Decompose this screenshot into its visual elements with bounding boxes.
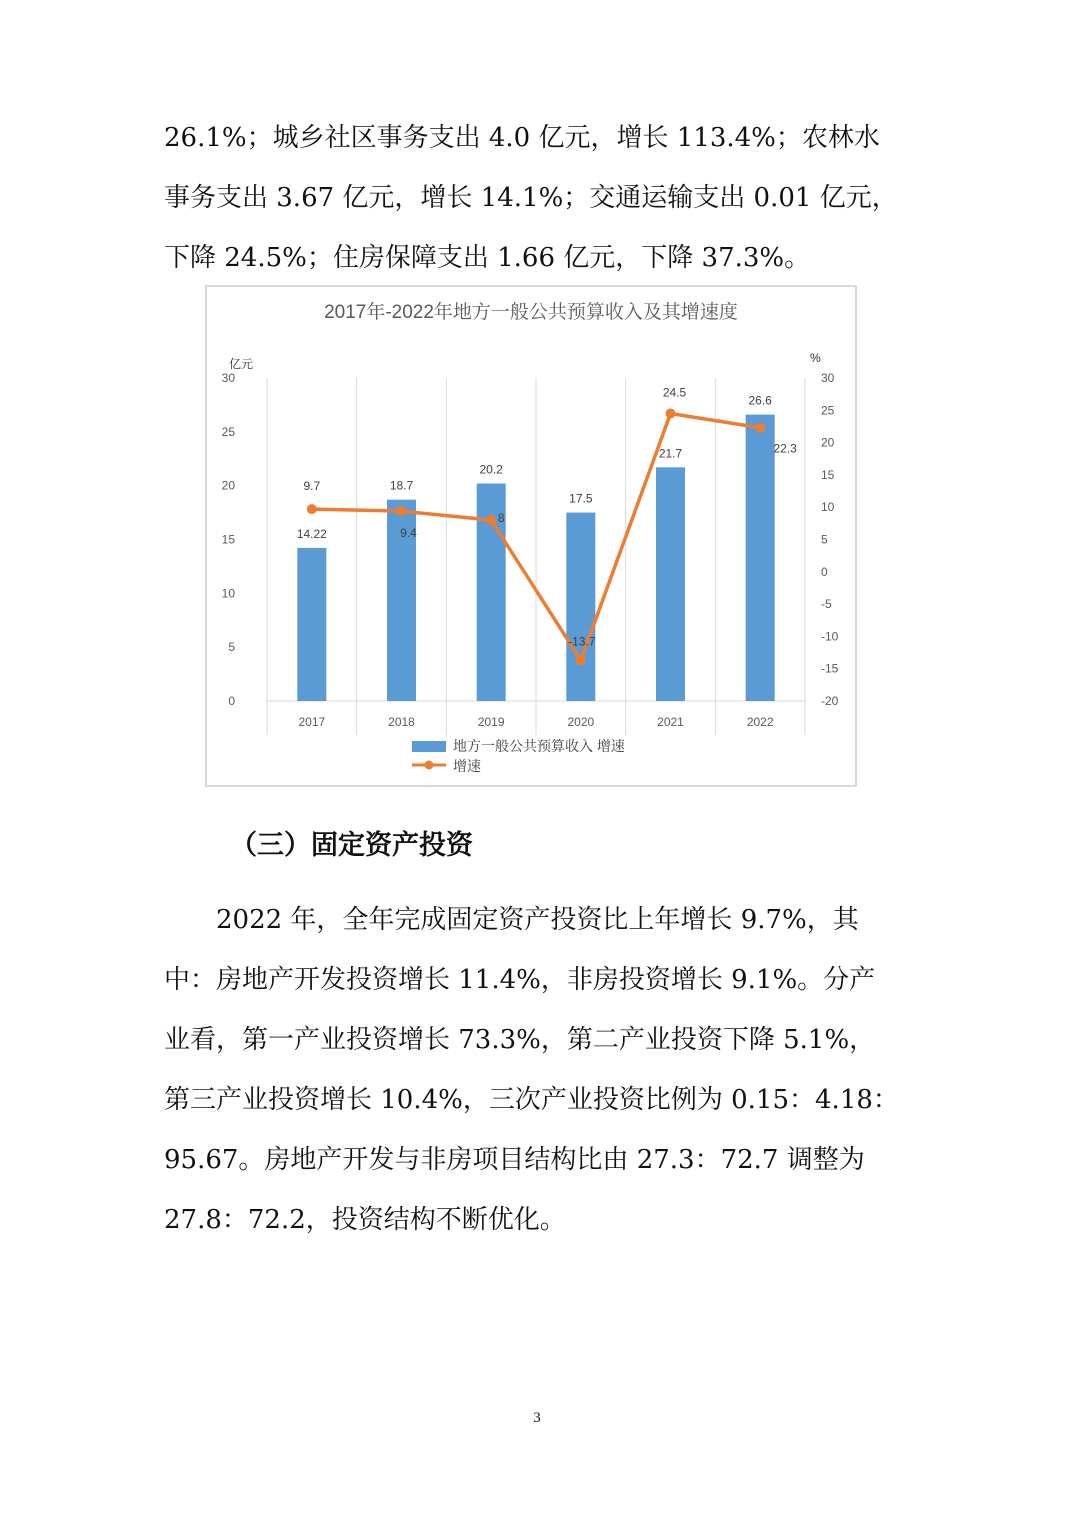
category-label: 2021 xyxy=(657,715,684,729)
left-tick-label: 10 xyxy=(221,586,235,601)
bar-value-label: 17.5 xyxy=(569,491,593,506)
category-label: 2018 xyxy=(388,715,415,729)
right-tick-label: 5 xyxy=(821,532,828,547)
line-point xyxy=(486,515,496,525)
line-point xyxy=(307,504,317,514)
category-label: 2017 xyxy=(298,715,326,729)
left-tick-label: 25 xyxy=(221,424,235,439)
left-tick-label: 5 xyxy=(228,640,235,655)
revenue-chart xyxy=(205,285,857,787)
line-point xyxy=(666,409,676,419)
page-number: 3 xyxy=(533,1410,541,1426)
line-value-label: 9.7 xyxy=(303,479,321,494)
right-tick-label: -10 xyxy=(821,629,839,644)
line-value-label: 8 xyxy=(497,511,505,526)
left-tick-label: 0 xyxy=(228,694,235,708)
paragraph-line: 2022 年，全年完成固定资产投资比上年增长 9.7%，其 xyxy=(164,905,859,935)
line-point xyxy=(576,655,586,665)
paragraph-expenditure xyxy=(164,108,912,288)
paragraph-investment xyxy=(164,890,912,1250)
paragraph-line: 中：房地产开发投资增长 11.4%，非房投资增长 9.1%。分产 xyxy=(164,965,876,995)
chart-title: 2017年-2022年地方一般公共预算收入及其增速度 xyxy=(324,302,738,323)
bar-value-label: 26.6 xyxy=(748,393,772,408)
legend-line-label: 增速 xyxy=(453,758,481,774)
paragraph-line: 95.67。房地产开发与非房项目结构比由 27.3：72.7 调整为 xyxy=(164,1145,865,1175)
right-tick-label: 0 xyxy=(821,564,828,579)
right-tick-label: 15 xyxy=(821,467,835,482)
bar xyxy=(746,415,775,701)
paragraph-line: 业看，第一产业投资增长 73.3%，第二产业投资下降 5.1%， xyxy=(164,1025,876,1055)
line-value-label: 22.3 xyxy=(773,441,797,456)
left-tick-label: 30 xyxy=(221,371,235,385)
right-tick-label: -15 xyxy=(821,661,839,676)
bar-value-label: 20.2 xyxy=(479,462,503,477)
category-label: 2020 xyxy=(567,715,595,729)
chart-svg xyxy=(207,287,855,785)
paragraph-line: 第三产业投资增长 10.4%，三次产业投资比例为 0.15：4.18： xyxy=(164,1085,899,1115)
paragraph-line: 下降 24.5%；住房保障支出 1.66 亿元，下降 37.3%。 xyxy=(164,243,811,273)
paragraph-line: 27.8：72.2，投资结构不断优化。 xyxy=(164,1205,566,1235)
legend-bar-swatch xyxy=(412,741,446,752)
bar xyxy=(297,548,326,701)
bar-value-label: 21.7 xyxy=(658,446,683,461)
line-point xyxy=(755,423,765,433)
bar xyxy=(566,513,595,701)
legend-line-marker xyxy=(425,761,434,770)
line-value-label: -13.7 xyxy=(568,634,596,649)
right-axis-unit: % xyxy=(810,351,821,365)
line-point xyxy=(397,506,407,516)
line-value-label: 9.4 xyxy=(400,526,417,541)
category-label: 2019 xyxy=(477,715,505,729)
left-axis-unit: 亿元 xyxy=(229,357,254,371)
left-tick-label: 15 xyxy=(221,532,235,547)
category-label: 2022 xyxy=(746,715,774,729)
right-tick-label: -20 xyxy=(821,694,839,708)
left-tick-label: 20 xyxy=(221,478,235,493)
bar xyxy=(656,467,685,701)
paragraph-line: 26.1%；城乡社区事务支出 4.0 亿元，增长 113.4%；农林水 xyxy=(164,123,880,153)
section-heading: （三）固定资产投资 xyxy=(230,830,473,861)
right-tick-label: -5 xyxy=(821,597,832,612)
paragraph-line: 事务支出 3.67 亿元，增长 14.1%；交通运输支出 0.01 亿元， xyxy=(164,183,898,213)
bar-value-label: 14.22 xyxy=(296,526,327,541)
right-tick-label: 10 xyxy=(821,500,835,515)
right-tick-label: 30 xyxy=(821,371,835,385)
line-value-label: 24.5 xyxy=(662,385,687,400)
bar-value-label: 18.7 xyxy=(389,478,414,493)
right-tick-label: 25 xyxy=(821,403,835,418)
right-tick-label: 20 xyxy=(821,435,835,450)
legend-bar-label: 地方一般公共预算收入 增速 xyxy=(453,738,625,754)
